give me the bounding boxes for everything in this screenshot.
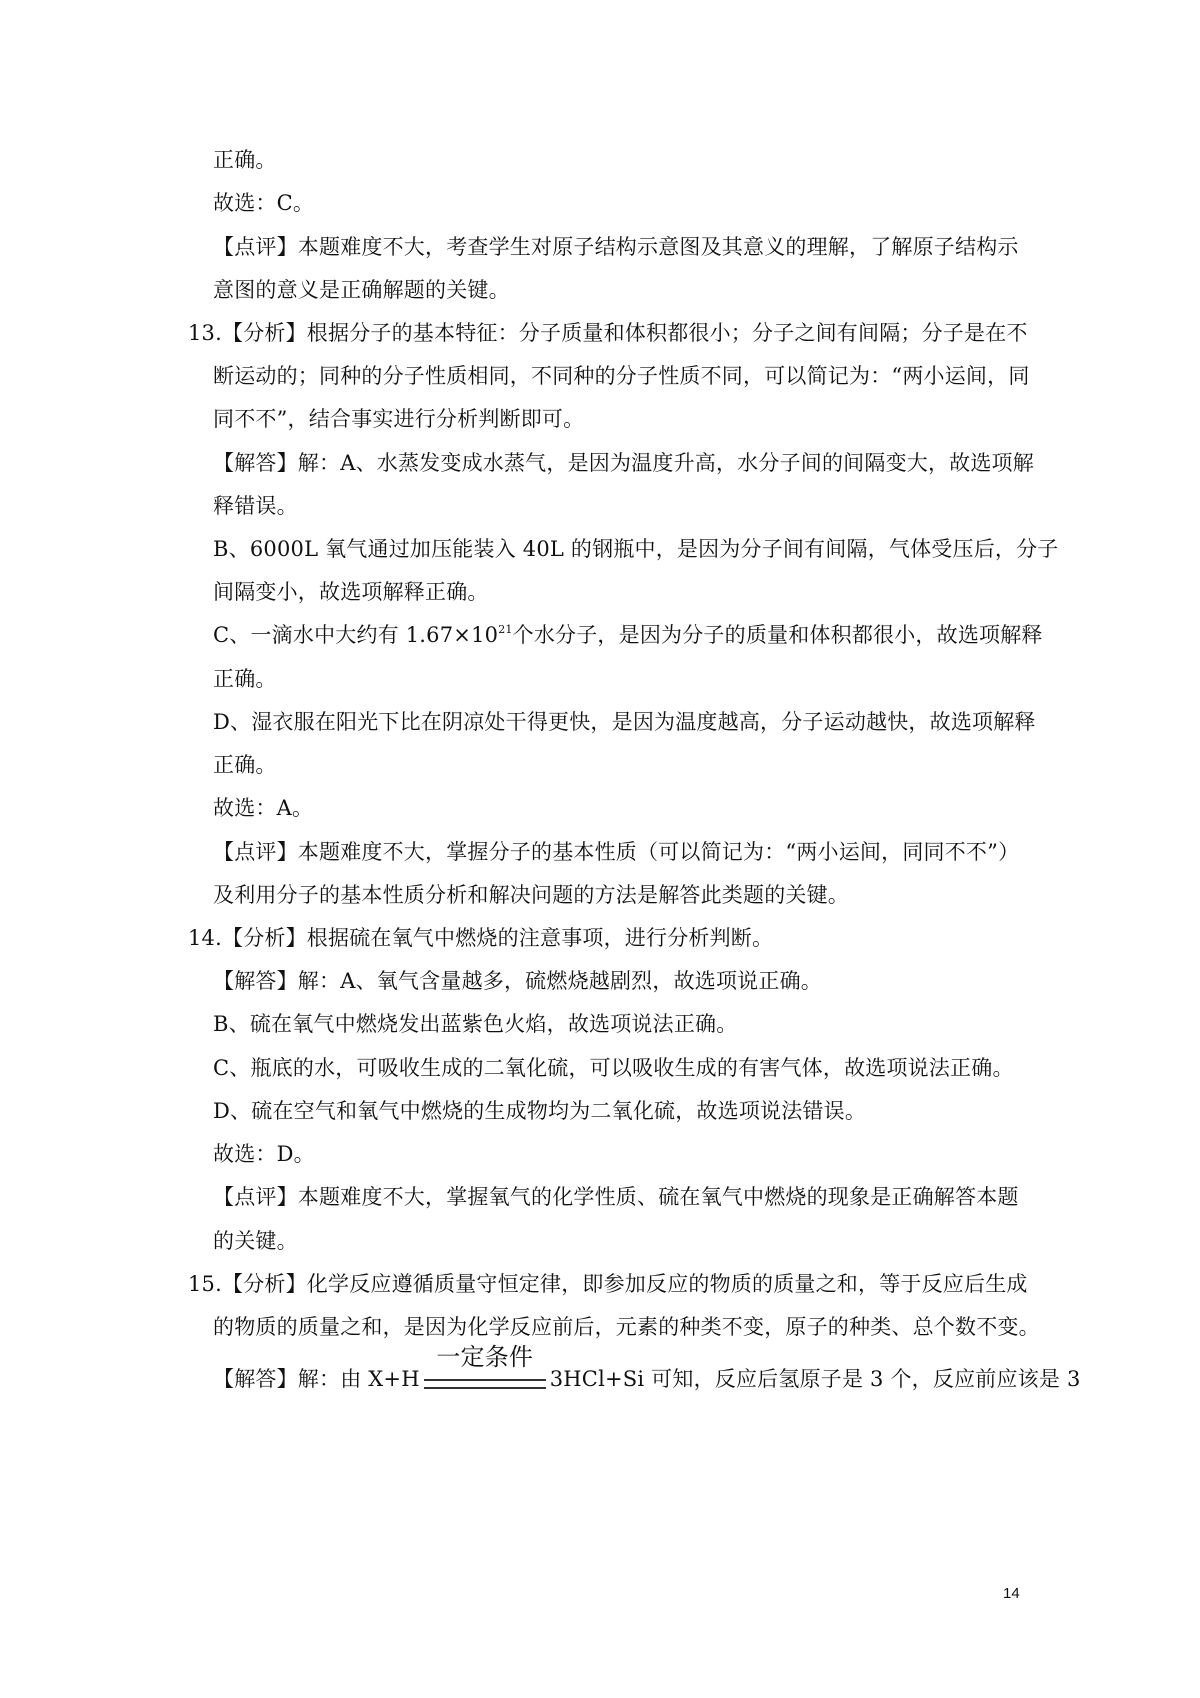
text-line: 故选：C。 bbox=[213, 191, 315, 215]
answer-line: 【解答】解：A、氧气含量越多，硫燃烧越剧烈，故选项说正确。 bbox=[213, 969, 822, 993]
reaction-condition-sign bbox=[420, 1343, 550, 1393]
comment-line: 【点评】本题难度不大，掌握分子的基本性质（可以简记为：“两小运间，同同不不”） bbox=[213, 840, 1020, 864]
option-c-line: C、瓶底的水，可吸收生成的二氧化硫，可以吸收生成的有害气体，故选项说法正确。 bbox=[213, 1056, 1014, 1080]
answer-line: 【解答】解：A、水蒸发变成水蒸气，是因为温度升高，水分子间的间隔变大，故选项解 bbox=[213, 451, 1034, 475]
comment-line: 【点评】本题难度不大，考查学生对原子结构示意图及其意义的理解，了解原子结构示 bbox=[213, 235, 1019, 259]
question-14-analysis: 14.【分析】根据硫在氧气中燃烧的注意事项，进行分析判断。 bbox=[188, 926, 774, 950]
equation-reactants: 【解答】解：由 X+H bbox=[213, 1367, 420, 1391]
text-line: 正确。 bbox=[213, 148, 277, 172]
page-number: 14 bbox=[1003, 1585, 1020, 1602]
text-line: 的关键。 bbox=[213, 1229, 298, 1253]
question-15-analysis: 15.【分析】化学反应遵循质量守恒定律，即参加反应的物质的质量之和，等于反应后生成 bbox=[188, 1272, 1028, 1296]
answer-equation-line bbox=[213, 1343, 1081, 1393]
text-line: 释错误。 bbox=[213, 494, 298, 518]
text-line: 同不不”，结合事实进行分析判断即可。 bbox=[213, 407, 585, 431]
question-13-analysis: 13.【分析】根据分子的基本特征：分子质量和体积都很小；分子之间有间隔；分子是在不 bbox=[188, 321, 1028, 345]
exponent: 21 bbox=[498, 623, 513, 636]
option-b-line: B、硫在氧气中燃烧发出蓝紫色火焰，故选项说法正确。 bbox=[213, 1012, 738, 1036]
option-d-line: D、湿衣服在阳光下比在阴凉处干得更快，是因为温度越高，分子运动越快，故选项解释 bbox=[213, 710, 1036, 734]
text-line: 间隔变小，故选项解释正确。 bbox=[213, 580, 489, 604]
text-line: 断运动的；同种的分子性质相同，不同种的分子性质不同，可以简记为：“两小运间，同 bbox=[213, 364, 1030, 388]
option-c-text: C、一滴水中大约有 1.67×10 bbox=[213, 623, 499, 647]
text-line: 故选：D。 bbox=[213, 1142, 315, 1166]
equation-products: 3HCl+Si 可知，反应后氢原子是 3 个，反应前应该是 3 bbox=[549, 1367, 1081, 1391]
text-line: 及利用分子的基本性质分析和解决问题的方法是解答此类题的关键。 bbox=[213, 883, 849, 907]
text-line: 意图的意义是正确解题的关键。 bbox=[213, 278, 510, 302]
text-line: 的物质的质量之和，是因为化学反应前后，元素的种类不变，原子的种类、总个数不变。 bbox=[213, 1315, 1040, 1339]
text-line: 正确。 bbox=[213, 667, 277, 691]
reaction-condition-text: 一定条件 bbox=[436, 1343, 534, 1371]
option-d-line: D、硫在空气和氧气中燃烧的生成物均为二氧化硫，故选项说法错误。 bbox=[213, 1099, 867, 1123]
text-line: 故选：A。 bbox=[213, 796, 314, 820]
option-c-text-rest: 个水分子，是因为分子的质量和体积都很小，故选项解释 bbox=[512, 623, 1043, 647]
option-b-line: B、6000L 氧气通过加压能装入 40L 的钢瓶中，是因为分子间有间隔，气体受压后，分子 bbox=[213, 537, 1059, 561]
text-line: 正确。 bbox=[213, 753, 277, 777]
option-c-line bbox=[213, 621, 1043, 649]
comment-line: 【点评】本题难度不大，掌握氧气的化学性质、硫在氧气中燃烧的现象是正确解答本题 bbox=[213, 1185, 1019, 1209]
equals-bars bbox=[424, 1379, 546, 1389]
